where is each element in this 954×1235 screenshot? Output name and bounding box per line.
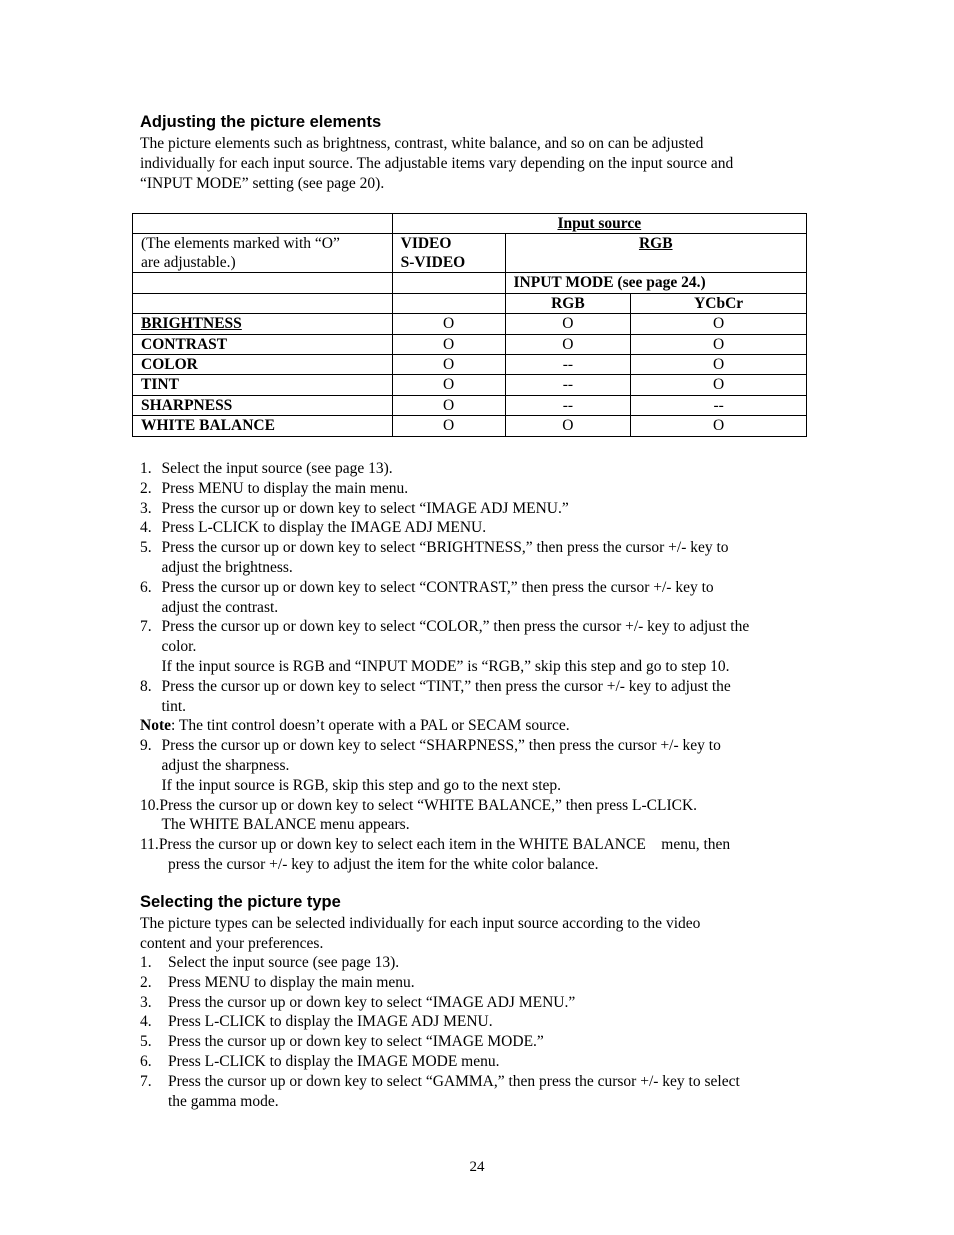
marked-note-line: (The elements marked with “O”	[141, 235, 340, 253]
element-name-cell: TINT	[133, 375, 393, 395]
rgb-value-cell: O	[505, 314, 631, 334]
section-heading-adjusting: Adjusting the picture elements	[140, 113, 382, 131]
list-item: 1. Select the input source (see page 13).	[140, 460, 393, 477]
input-source-header: Input source	[392, 214, 806, 234]
rgb-header-cell: RGB	[505, 234, 807, 273]
video-header-cell	[392, 234, 505, 273]
table-cell	[133, 273, 393, 293]
table-cell	[392, 273, 505, 293]
adjustable-elements-table	[132, 213, 807, 437]
list-item: 7. Press the cursor up or down key to select “COLOR,” then press the cursor +/- key to adjust the	[140, 618, 750, 636]
list-item-continuation: If the input source is RGB, skip this step and go to the next step.	[161, 776, 562, 794]
rgb-value-cell: O	[505, 416, 631, 436]
note-text: : The tint control doesn’t operate with a PAL or SECAM source.	[171, 717, 570, 735]
element-name-cell: BRIGHTNESS	[133, 314, 393, 334]
list-item-continuation: adjust the brightness.	[161, 558, 293, 576]
rgb-value-cell: --	[505, 375, 631, 395]
list-item: 3. Press the cursor up or down key to select “IMAGE ADJ MENU.”	[140, 499, 569, 517]
table-cell	[133, 214, 393, 234]
intro-line: The picture elements such as brightness, contrast, white balance, and so on can be adjusted	[140, 135, 704, 152]
list-item: 9. Press the cursor up or down key to select “SHARPNESS,” then press the cursor +/- key to	[140, 737, 721, 755]
list-item: 4. Press L-CLICK to display the IMAGE ADJ MENU.	[140, 519, 487, 537]
ycbcr-value-cell: O	[631, 314, 807, 334]
intro-line: individually for each input source. The adjustable items vary depending on the input source and	[140, 155, 734, 172]
list-item: 5. Press the cursor up or down key to select “IMAGE MODE.”	[140, 1033, 544, 1051]
table-row	[133, 334, 807, 354]
note-label: Note	[140, 717, 171, 735]
list-item: 8. Press the cursor up or down key to select “TINT,” then press the cursor +/- key to adjust the	[140, 677, 731, 695]
picture-type-steps-list	[140, 953, 820, 1111]
table-row	[133, 314, 807, 334]
rgb-value-cell: O	[505, 334, 631, 354]
list-item: 6. Press the cursor up or down key to select “CONTRAST,” then press the cursor +/- key to	[140, 578, 714, 596]
table-row	[133, 375, 807, 395]
table-row	[133, 354, 807, 374]
list-item-continuation: the gamma mode.	[168, 1092, 279, 1110]
section-heading-picture-type: Selecting the picture type	[140, 893, 341, 911]
video-value-cell: O	[392, 334, 505, 354]
ycbcr-value-cell: O	[631, 375, 807, 395]
list-item-continuation: adjust the contrast.	[161, 598, 279, 616]
list-item-continuation: The WHITE BALANCE menu appears.	[161, 816, 410, 834]
page-number: 24	[469, 1159, 485, 1175]
video-label: VIDEO	[400, 235, 452, 253]
intro-line: The picture types can be selected individually for each input source according to the video	[140, 915, 701, 932]
ycbcr-value-cell: --	[631, 395, 807, 415]
video-value-cell: O	[392, 375, 505, 395]
list-item-continuation: If the input source is RGB and “INPUT MODE” is “RGB,” skip this step and go to step 10.	[161, 657, 730, 675]
table-row	[133, 273, 807, 293]
list-item: 2. Press MENU to display the main menu.	[140, 479, 409, 497]
marked-note-line: are adjustable.)	[141, 254, 236, 272]
tint-note	[140, 716, 820, 736]
element-name-cell: WHITE BALANCE	[133, 416, 393, 436]
element-name-cell: SHARPNESS	[133, 395, 393, 415]
sub-rgb-header: RGB	[505, 293, 631, 313]
marked-note-cell	[133, 234, 393, 273]
list-item-continuation: press the cursor +/- key to adjust the item for the white color balance.	[168, 855, 599, 873]
adjust-steps-list	[140, 459, 820, 875]
video-value-cell: O	[392, 354, 505, 374]
ycbcr-value-cell: O	[631, 334, 807, 354]
table-row	[133, 234, 807, 273]
list-item: 4. Press L-CLICK to display the IMAGE ADJ MENU.	[140, 1013, 493, 1031]
ycbcr-value-cell: O	[631, 354, 807, 374]
rgb-value-cell: --	[505, 354, 631, 374]
section-intro-picture-type	[140, 914, 820, 954]
list-item-continuation: adjust the sharpness.	[161, 756, 290, 774]
section-intro-adjusting	[140, 134, 820, 194]
table-row	[133, 293, 807, 313]
element-name-cell: COLOR	[133, 354, 393, 374]
list-item: 1. Select the input source (see page 13).	[140, 954, 400, 971]
list-item: 3. Press the cursor up or down key to select “IMAGE ADJ MENU.”	[140, 993, 576, 1011]
table-row	[133, 395, 807, 415]
table-row	[133, 416, 807, 436]
list-item: 7. Press the cursor up or down key to select “GAMMA,” then press the cursor +/- key to select	[140, 1072, 740, 1090]
svideo-label: S-VIDEO	[400, 254, 466, 272]
table-cell	[392, 293, 505, 313]
list-item: 2. Press MENU to display the main menu.	[140, 973, 415, 991]
sub-ycbcr-header: YCbCr	[631, 293, 807, 313]
intro-line: “INPUT MODE” setting (see page 20).	[140, 175, 385, 192]
table-row	[133, 214, 807, 234]
list-item: 6. Press L-CLICK to display the IMAGE MODE menu.	[140, 1052, 500, 1070]
list-item-continuation: tint.	[161, 697, 187, 715]
element-name-cell: CONTRAST	[133, 334, 393, 354]
table-cell	[133, 293, 393, 313]
list-item: 10. Press the cursor up or down key to select “WHITE BALANCE,” then press L-CLICK.	[140, 796, 698, 814]
rgb-value-cell: --	[505, 395, 631, 415]
list-item-continuation: color.	[161, 638, 197, 656]
video-value-cell: O	[392, 395, 505, 415]
video-value-cell: O	[392, 314, 505, 334]
intro-line: content and your preferences.	[140, 935, 324, 952]
video-value-cell: O	[392, 416, 505, 436]
list-item: 5. Press the cursor up or down key to select “BRIGHTNESS,” then press the cursor +/- key to	[140, 539, 729, 557]
list-item: 11. Press the cursor up or down key to select each item in the WHITE BALANCE menu, then	[140, 836, 731, 854]
ycbcr-value-cell: O	[631, 416, 807, 436]
input-mode-header: INPUT MODE (see page 24.)	[505, 273, 807, 293]
